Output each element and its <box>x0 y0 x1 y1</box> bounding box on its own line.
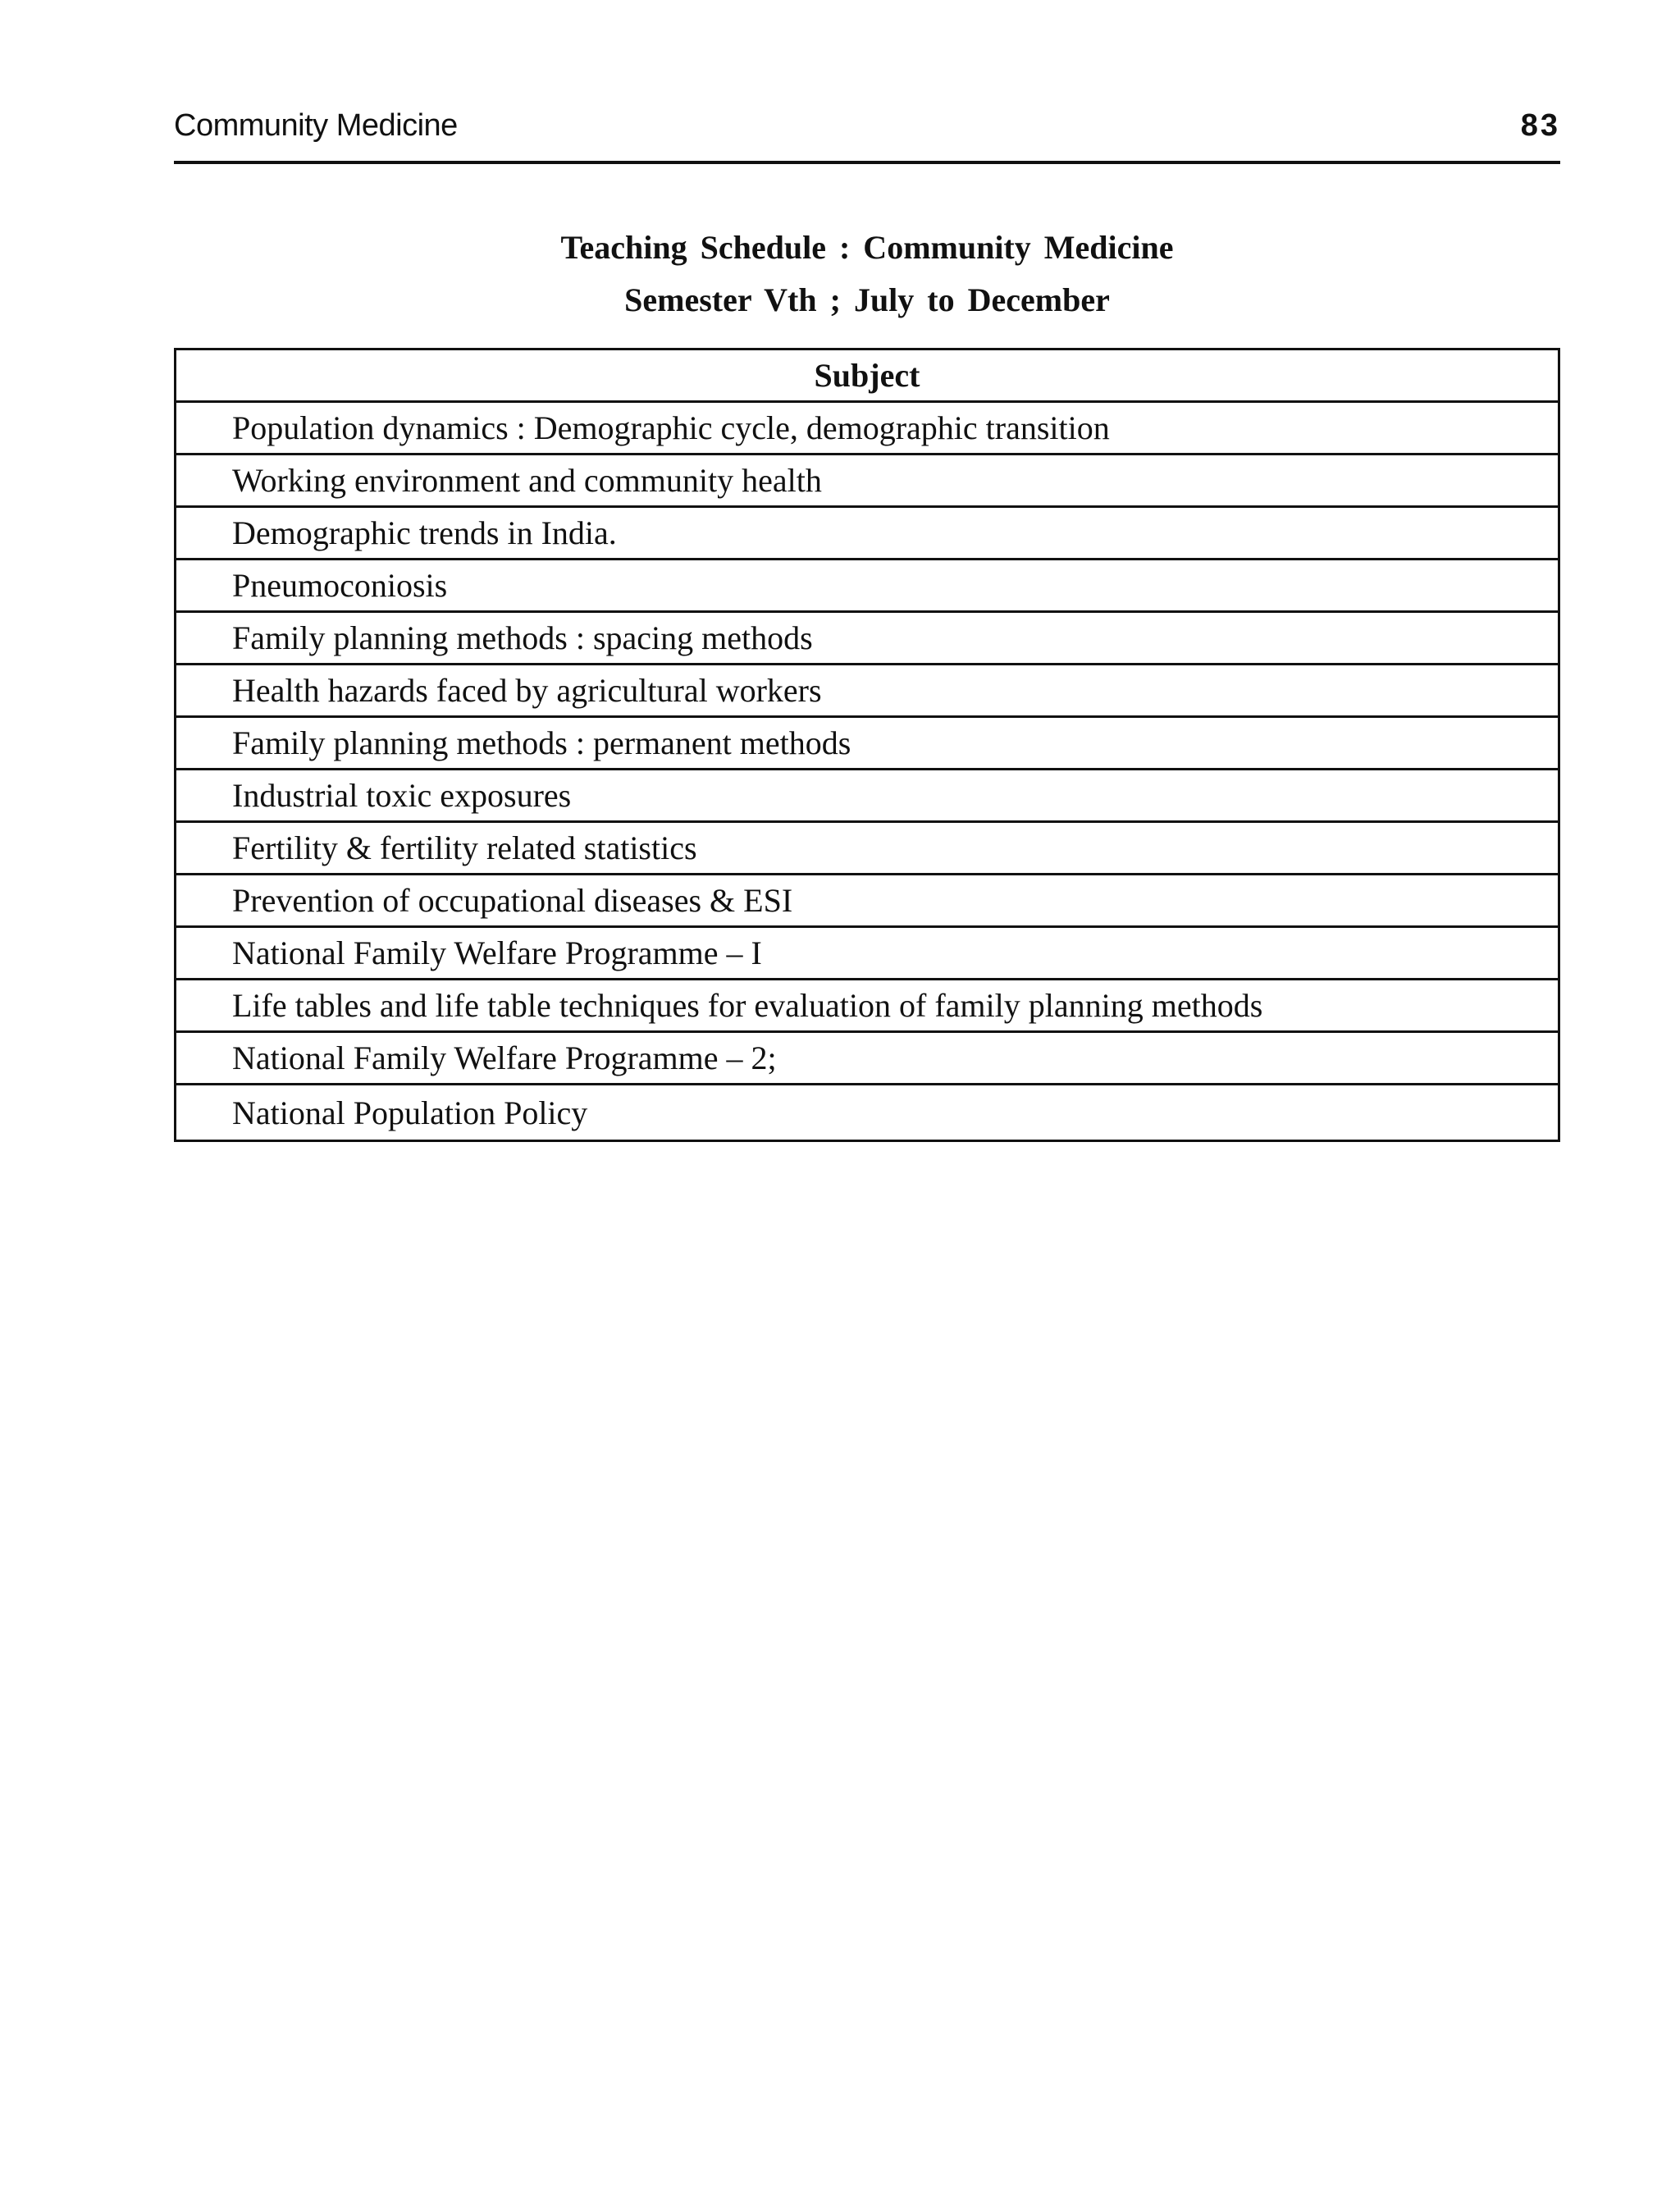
column-header-subject: Subject <box>176 349 1559 402</box>
running-header <box>174 108 1560 164</box>
subject-cell: Population dynamics : Demographic cycle, demographic transition <box>176 402 1559 455</box>
schedule-subtitle: Semester Vth ; July to December <box>624 281 1110 318</box>
table-row <box>176 612 1559 665</box>
table-row <box>176 507 1559 560</box>
subject-cell: Demographic trends in India. <box>176 507 1559 560</box>
subject-cell: National Family Welfare Programme – 2; <box>176 1032 1559 1085</box>
subject-cell: Prevention of occupational diseases & ESI <box>176 875 1559 927</box>
subject-cell: Pneumoconiosis <box>176 560 1559 612</box>
subject-cell: Health hazards faced by agricultural workers <box>176 665 1559 717</box>
table-header-row <box>176 349 1559 402</box>
subject-cell: Life tables and life table techniques for evaluation of family planning methods <box>176 980 1559 1032</box>
subject-cell: Family planning methods : spacing methods <box>176 612 1559 665</box>
subject-cell: Working environment and community health <box>176 455 1559 507</box>
table-row <box>176 875 1559 927</box>
page-number: 83 <box>1520 108 1560 143</box>
subject-cell: National Family Welfare Programme – I <box>176 927 1559 980</box>
table-row <box>176 1032 1559 1085</box>
schedule-heading <box>174 222 1560 327</box>
subject-cell: Fertility & fertility related statistics <box>176 822 1559 875</box>
table-row <box>176 822 1559 875</box>
table-row <box>176 927 1559 980</box>
schedule-table <box>174 348 1560 1142</box>
subject-cell: Industrial toxic exposures <box>176 770 1559 822</box>
table-row <box>176 980 1559 1032</box>
table-row <box>176 665 1559 717</box>
table-row <box>176 717 1559 770</box>
table-row <box>176 560 1559 612</box>
running-title: Community Medicine <box>174 108 458 143</box>
schedule-title: Teaching Schedule : Community Medicine <box>560 229 1174 266</box>
table-row <box>176 1085 1559 1141</box>
subject-cell: National Population Policy <box>176 1085 1559 1141</box>
table-row <box>176 770 1559 822</box>
table-row <box>176 455 1559 507</box>
table-row <box>176 402 1559 455</box>
subject-cell: Family planning methods : permanent methods <box>176 717 1559 770</box>
